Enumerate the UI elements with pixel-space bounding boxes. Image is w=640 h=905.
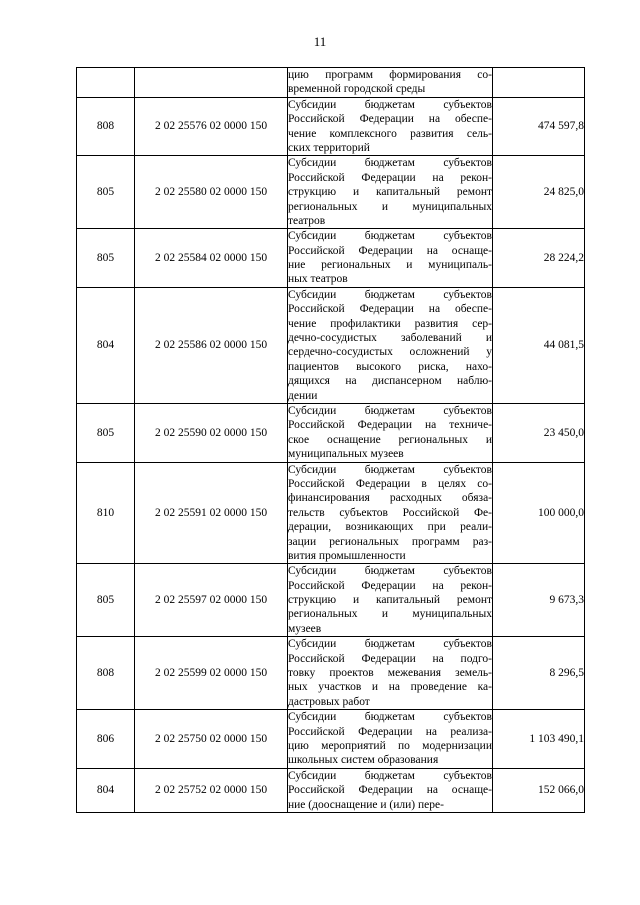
description-line: сердечно-сосудистых осложнений у <box>288 346 492 359</box>
table-row <box>77 564 585 637</box>
description-cell <box>288 156 493 229</box>
amount-cell: 152 066,0 <box>493 768 585 812</box>
amount-cell: 28 224,2 <box>493 229 585 288</box>
description-line: Субсидии бюджетам субъектов <box>288 463 492 476</box>
amount-cell: 100 000,0 <box>493 462 585 564</box>
description-line: цию мероприятий по модернизации <box>288 739 492 752</box>
table-row <box>77 637 585 710</box>
description-line: дящихся на диспансерном наблю- <box>288 375 492 388</box>
table-row <box>77 97 585 156</box>
description-line: Российской Федерации на рекон- <box>288 171 492 184</box>
budget-code-cell: 2 02 25580 02 0000 150 <box>135 156 288 229</box>
amount-cell: 8 296,5 <box>493 637 585 710</box>
description-line: финансирования расходных обяза- <box>288 492 492 505</box>
description-line: дечно-сосудистых заболеваний и <box>288 332 492 345</box>
description-line: товку проектов межевания земель- <box>288 667 492 680</box>
description-line: региональных и муниципальных <box>288 200 492 213</box>
description-cell <box>288 768 493 812</box>
description-line: Российской Федерации на подго- <box>288 652 492 665</box>
admin-code-cell: 810 <box>77 462 135 564</box>
description-line: цию программ формирования со- <box>288 69 492 81</box>
page-number: 11 <box>313 34 327 49</box>
description-line: Российской Федерации на обеспе- <box>288 303 492 316</box>
description-cell <box>288 564 493 637</box>
budget-code-cell: 2 02 25752 02 0000 150 <box>135 768 288 812</box>
description-line: Российской Федерации на оснаще- <box>288 244 492 257</box>
budget-code-cell: 2 02 25576 02 0000 150 <box>135 97 288 156</box>
description-line: Субсидии бюджетам субъектов <box>288 230 492 243</box>
description-line: струкцию и капитальный ремонт <box>288 594 492 607</box>
description-line: пациентов высокого риска, нахо- <box>288 360 492 373</box>
description-line: чение профилактики развития сер- <box>288 317 492 330</box>
budget-revenue-table <box>76 67 585 813</box>
description-cell <box>288 68 493 98</box>
amount-cell: 9 673,3 <box>493 564 585 637</box>
admin-code-cell: 808 <box>77 97 135 156</box>
amount-cell: 24 825,0 <box>493 156 585 229</box>
description-line: ние (дооснащение и (или) пере- <box>288 798 444 811</box>
description-line: Субсидии бюджетам субъектов <box>288 288 492 301</box>
admin-code-cell: 804 <box>77 768 135 812</box>
description-line: Субсидии бюджетам субъектов <box>288 98 492 111</box>
description-line: Российской Федерации на техниче- <box>288 419 492 432</box>
budget-code-cell: 2 02 25590 02 0000 150 <box>135 403 288 462</box>
admin-code-cell: 805 <box>77 403 135 462</box>
description-line: Субсидии бюджетам субъектов <box>288 769 492 782</box>
description-line: музеев <box>288 622 322 635</box>
amount-cell: 474 597,8 <box>493 97 585 156</box>
description-line: вития промышленности <box>288 549 406 562</box>
admin-code-cell: 805 <box>77 564 135 637</box>
description-line: тельств субъектов Российской Фе- <box>288 506 492 519</box>
description-line: ние региональных и муниципаль- <box>288 259 492 272</box>
budget-code-cell: 2 02 25586 02 0000 150 <box>135 287 288 403</box>
table-row <box>77 710 585 769</box>
admin-code-cell: 808 <box>77 637 135 710</box>
amount-cell: 1 103 490,1 <box>493 710 585 769</box>
description-line: Российской Федерации в целях со- <box>288 477 492 490</box>
amount-cell <box>493 68 585 98</box>
budget-code-cell: 2 02 25597 02 0000 150 <box>135 564 288 637</box>
description-cell <box>288 462 493 564</box>
description-cell <box>288 287 493 403</box>
description-line: региональных и муниципальных <box>288 608 492 621</box>
budget-code-cell: 2 02 25599 02 0000 150 <box>135 637 288 710</box>
description-line: муниципальных музеев <box>288 448 404 461</box>
description-line: Субсидии бюджетам субъектов <box>288 404 492 417</box>
description-cell <box>288 403 493 462</box>
table-row <box>77 229 585 288</box>
description-cell <box>288 637 493 710</box>
description-line: дерации, возникающих при реали- <box>288 521 492 534</box>
description-line: ское оснащение региональных и <box>288 433 492 446</box>
description-line: Российской Федерации на рекон- <box>288 579 492 592</box>
table-row-continuation <box>77 68 585 98</box>
description-line: ских территорий <box>288 141 370 154</box>
description-line: ных театров <box>288 273 348 286</box>
description-line: Субсидии бюджетам субъектов <box>288 565 492 578</box>
description-line: Российской Федерации на реализа- <box>288 725 492 738</box>
description-line: Российской Федерации на обеспе- <box>288 113 492 126</box>
description-line: дастровых работ <box>288 695 370 708</box>
description-line: школьных систем образования <box>288 754 439 767</box>
description-line: Субсидии бюджетам субъектов <box>288 638 492 651</box>
admin-code-cell: 805 <box>77 229 135 288</box>
description-cell <box>288 710 493 769</box>
table-row <box>77 462 585 564</box>
description-cell <box>288 97 493 156</box>
budget-code-cell <box>135 68 288 98</box>
budget-code-cell: 2 02 25591 02 0000 150 <box>135 462 288 564</box>
description-line: ных участков и на проведение ка- <box>288 681 492 694</box>
amount-cell: 44 081,5 <box>493 287 585 403</box>
admin-code-cell: 804 <box>77 287 135 403</box>
description-cell <box>288 229 493 288</box>
admin-code-cell: 805 <box>77 156 135 229</box>
description-line: зации региональных программ раз- <box>288 535 492 548</box>
description-line: временной городской среды <box>288 83 426 96</box>
description-line: Российской Федерации на оснаще- <box>288 784 492 797</box>
description-line: Субсидии бюджетам субъектов <box>288 711 492 724</box>
budget-code-cell: 2 02 25750 02 0000 150 <box>135 710 288 769</box>
table-body <box>77 68 585 813</box>
admin-code-cell <box>77 68 135 98</box>
amount-cell: 23 450,0 <box>493 403 585 462</box>
table-row <box>77 403 585 462</box>
admin-code-cell: 806 <box>77 710 135 769</box>
description-line: чение комплексного развития сель- <box>288 127 492 140</box>
table-row <box>77 156 585 229</box>
budget-code-cell: 2 02 25584 02 0000 150 <box>135 229 288 288</box>
table-row <box>77 287 585 403</box>
description-line: струкцию и капитальный ремонт <box>288 186 492 199</box>
description-line: театров <box>288 214 326 227</box>
description-line: дении <box>288 389 318 402</box>
table-row <box>77 768 585 812</box>
description-line: Субсидии бюджетам субъектов <box>288 157 492 170</box>
